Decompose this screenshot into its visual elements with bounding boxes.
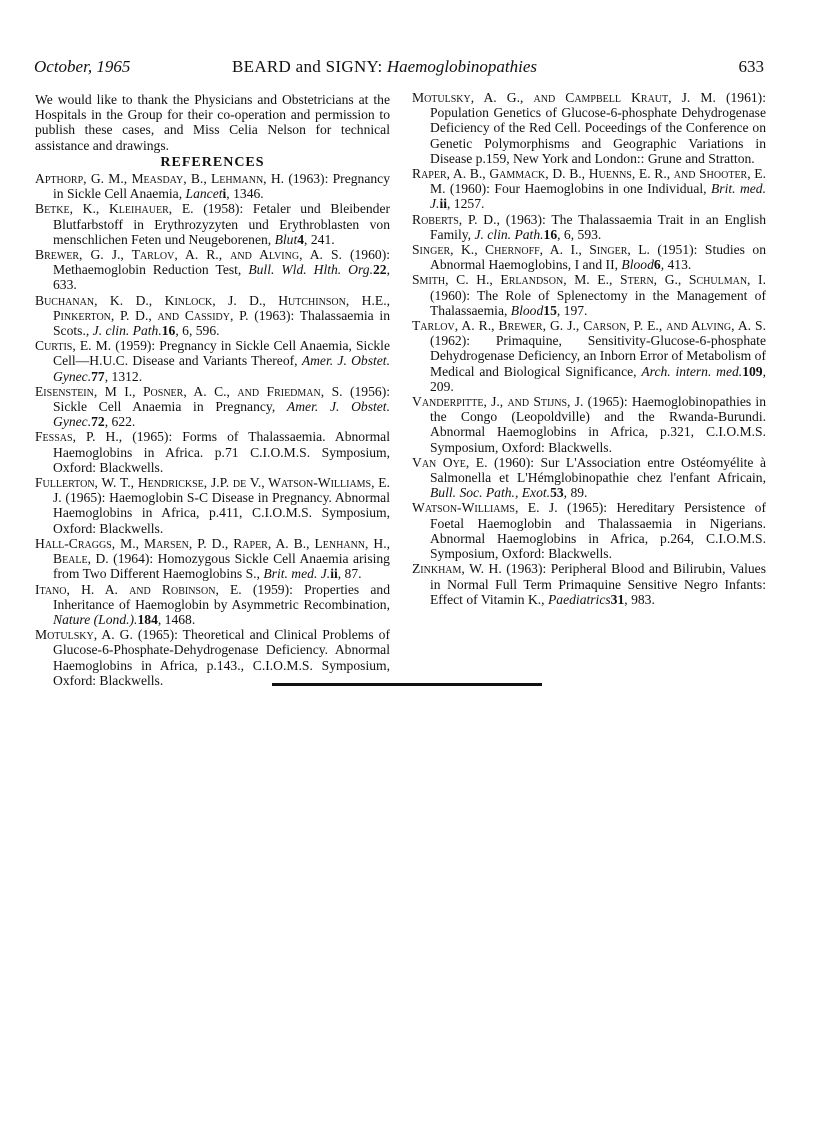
reference-authors: Motulsky, A. G. [35,627,133,643]
reference-volume: 31 [610,591,625,607]
reference-item [35,171,390,201]
reference-authors: Watson-Williams, E. J. [412,500,558,516]
reference-text: (1959): Properties and Inheritance of Haemoglobin by Asymmetric Recombination, [53,581,390,612]
reference-text: (1963): Pregnancy in Sickle Cell Anaemia, [53,171,390,202]
reference-pages: , 6, 596. [175,323,220,339]
reference-pages: , 197. [556,302,588,318]
reference-pages: , 1257. [447,196,485,212]
reference-authors: Brewer, G. J., Tarlov, A. R., and Alving, A. S. [35,247,342,263]
reference-item [412,166,766,212]
reference-item [412,394,766,455]
reference-text: (1963): Peripheral Blood and Bilirubin, Values in Normal Full Term Primaquine Sensitive Negro Infants: Effect of Vitamin K., [430,561,766,607]
reference-pages: , 413. [660,257,692,273]
reference-journal: Brit. med. J. [430,181,766,212]
reference-pages: , 1468. [157,611,196,627]
reference-volume: 6 [653,257,661,273]
reference-volume: 4 [297,231,305,247]
reference-authors: Itano, H. A. and Robinson, E. [35,581,242,597]
reference-volume: i [222,186,227,202]
reference-volume: 184 [137,611,158,627]
reference-item [412,90,766,166]
reference-text: (1964): Homozygous Sickle Cell Anaemia arising from Two Different Haemoglobins S., [53,551,390,582]
reference-authors: Zinkham, W. H. [412,561,502,577]
reference-authors: Vanderpitte, J., and Stijns, J. [412,394,584,410]
header-date: October, 1965 [34,57,131,76]
reference-pages: , 89. [563,485,588,501]
acknowledgement-paragraph: We would like to thank the Physicians and Obstetricians at the Hospitals in the Group for their co-operation and permission to publish these cases, and Miss Celia Nelson for technical assistance and drawings. [35,92,390,153]
reference-journal: Paediatrics [547,591,611,607]
reference-authors: Motulsky, A. G., and Campbell Kraut, J. M. [412,90,716,105]
reference-authors: Raper, A. B., Gammack, D. B., Huenns, E. R., and Shooter, E. M. [412,166,766,197]
reference-authors: Apthorp, G. M., Measday, B., Lehmann, H. [35,171,285,187]
reference-volume: ii [330,566,338,582]
reference-item [412,500,766,561]
reference-authors: Singer, K., Chernoff, A. I., Singer, L. [412,242,650,258]
reference-text: (1959): Pregnancy in Sickle Cell Anaemia, Sickle Cell—H.U.C. Disease and Variants Thereof, [53,338,390,369]
reference-item [35,536,390,582]
reference-text: (1965): Haemoglobin S-C Disease in Pregnancy. Abnormal Haemoglobins in Africa, p.411, C.I.O.M.S. Symposium, Oxford: Blackwells. [53,490,390,536]
reference-text: (1951): Studies on Abnormal Haemoglobins, I and II, [430,242,766,273]
reference-item [35,201,390,247]
reference-text: (1965): Haemoglobinopathies in the Congo (Leopoldville) and the Rwanda-Burundi. Abnormal Haemoglobins in Africa, p.321, C.I.O.M.S. Symposium, Oxford: Blackwells. [430,394,766,455]
reference-item [35,582,390,628]
reference-text: (1961): Population Genetics of Glucose-6-phosphate Dehydrogenase Deficiency of the Red Cell. Poceedings of the Conference on Genetic Polymorphisms and Geographic Variations in Disease p.159, New York and London:: Grune and Stratton. [430,90,766,166]
reference-pages: , 6, 593. [557,226,602,242]
reference-authors: Tarlov, A. R., Brewer, G. J., Carson, P. E., and Alving, A. S. [412,318,766,334]
reference-journal: Lancet [185,186,223,202]
reference-pages: , 241. [304,231,335,247]
reference-item [412,212,766,242]
reference-text: (1960): Four Haemoglobins in one Individual, [445,181,711,197]
reference-volume: 72 [91,414,105,430]
reference-item [35,429,390,475]
reference-item [412,318,766,394]
reference-volume: 16 [161,323,176,339]
reference-item [35,384,390,430]
reference-authors: Smith, C. H., Erlandson, M. E., Stern, G., Schulman, I. [412,272,766,288]
reference-authors: Betke, K., Kleihauer, E. [35,201,194,217]
reference-journal: Blut [274,231,298,247]
reference-authors: Buchanan, K. D., Kinlock, J. D., Hutchinson, H.E., Pinkerton, P. D., and Cassidy, P. [35,292,390,323]
reference-pages: , 87. [337,566,362,582]
header-subject: Haemoglobinopathies [386,57,537,76]
reference-journal: Bull. Soc. Path., Exot. [430,485,551,501]
reference-item [412,561,766,607]
reference-item [412,455,766,501]
reference-list-left [35,171,390,688]
reference-text: (1963): Thalassaemia in Scots., [53,307,390,339]
references-heading: REFERENCES [160,154,265,170]
page-number: 633 [738,57,764,76]
header-title [232,54,537,80]
reference-item [412,272,766,318]
reference-item [35,627,390,688]
reference-item [35,475,390,536]
reference-pages: , 983. [624,591,655,607]
reference-pages: , 622. [104,414,136,430]
reference-journal: Brit. med. J. [263,566,331,582]
reference-authors: Hall-Craggs, M., Marsen, P. D., Raper, A. B., Lenhann, H., Beale, D. [35,535,390,567]
reference-journal: J. clin. Path. [474,226,544,242]
end-rule [272,683,542,686]
reference-text: (1960): Methaemoglobin Reduction Test, [53,247,390,278]
reference-journal: Amer. J. Obstet. Gynec. [53,353,390,384]
reference-pages: , 1346. [226,186,264,202]
reference-pages: , 209. [430,363,766,394]
reference-journal: Arch. intern. med. [641,363,743,379]
reference-volume: ii [439,196,447,212]
right-column [412,90,766,607]
reference-text: (1960): The Role of Splenectomy in the Management of Thalassaemia, [430,287,766,318]
reference-journal: J. clin. Path. [92,323,162,339]
reference-authors: Fullerton, W. T., Hendrickse, J.P. de V., Watson-Williams, E. J. [35,475,390,506]
reference-journal: Blood [621,257,654,273]
reference-list-right [412,90,766,607]
reference-text: (1958): Fetaler und Bleibender Blutfarbstoff in Erythrozyzyten und Erythroblasten von menschlichen Feten und Neugeborenen, [53,201,391,247]
reference-text: (1962): Primaquine, Sensitivity-Glucose-6-phosphate Dehydrogenase Deficiency, an Inborn Error of Metabolism of Medical and Biological Significance, [430,333,766,379]
reference-authors: Eisenstein, M I., Posner, A. C., and Friedman, S. [35,383,343,399]
reference-authors: Van Oye, E. [412,454,488,470]
reference-item [35,247,390,293]
reference-text: , (1963): The Thalassaemia Trait in an English Family, [430,211,766,242]
reference-volume: 109 [742,363,763,379]
reference-journal: Bull. Wld. Hlth. Org. [248,262,373,278]
reference-item [35,293,390,339]
reference-pages: , 1312. [104,368,143,384]
running-header [34,54,764,80]
reference-authors: Roberts, P. D. [412,211,497,227]
reference-item [412,242,766,272]
reference-volume: 53 [550,485,564,501]
reference-item [35,338,390,384]
reference-volume: 15 [543,302,557,318]
reference-journal: Blood [510,302,544,318]
reference-text: , (1965): Forms of Thalassaemia. Abnormal Haemoglobins in Africa. p.71 C.I.O.M.S. Symposium, Oxford: Blackwells. [53,429,390,475]
header-authors: BEARD and SIGNY: [232,57,383,76]
reference-pages: , 633. [53,262,390,293]
reference-authors: Curtis, E. M. [35,338,112,354]
reference-text: (1960): Sur L'Association entre Ostéomyélite à Salmonella et L'Hémglobinopathie chez l'enfant Africain, [430,454,766,486]
reference-volume: 77 [91,368,105,384]
reference-journal: Nature (Lond.). [53,611,138,627]
reference-journal: Amer. J. Obstet. Gynec. [53,399,390,430]
reference-text: (1956): Sickle Cell Anaemia in Pregnancy, [53,383,390,415]
reference-volume: 16 [543,226,558,242]
reference-text: (1965): Hereditary Persistence of Foetal Haemoglobin and Thalassaemia in Nigerians. Abnormal Haemoglobins in Africa, p.264, C.I.O.M.S. Symposium, Oxford: Blackwells. [430,500,766,562]
left-column [35,90,390,688]
reference-text: (1965): Theoretical and Clinical Problems of Glucose-6-Phosphate-Dehydrogenase Deficiency. Abnormal Haemoglobins in Africa, p.143., C.I.O.M.S. Symposium, Oxford: Blackwells. [53,627,390,688]
reference-authors: Fessas, P. H. [35,429,119,445]
reference-volume: 22 [372,262,387,278]
